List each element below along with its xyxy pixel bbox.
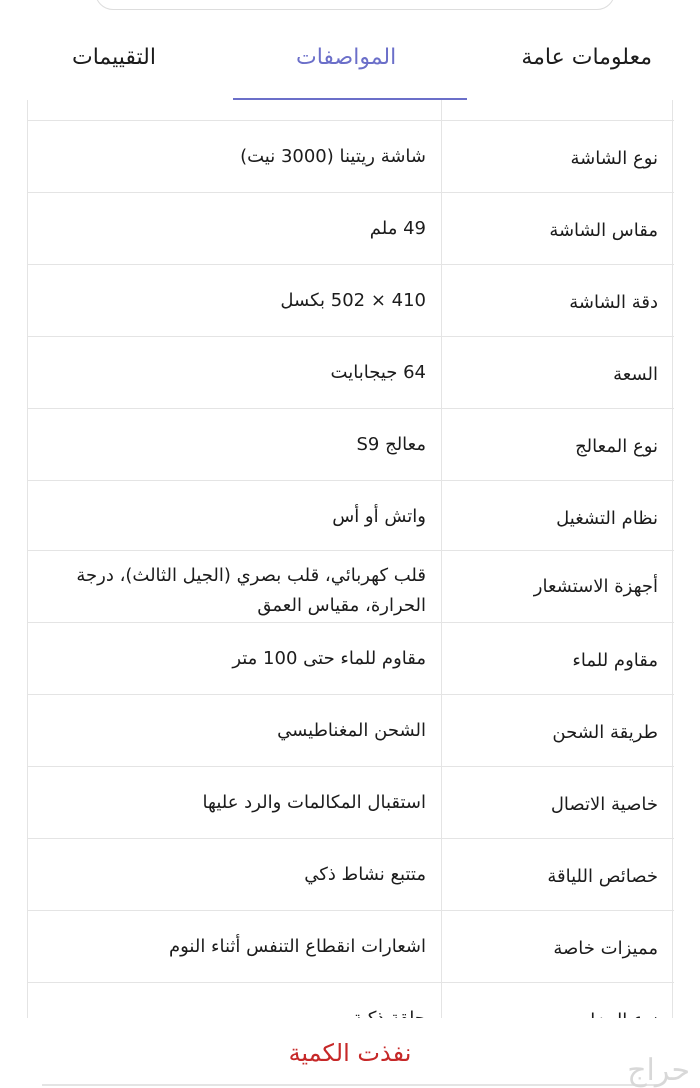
spec-label: مقاس الشاشة	[549, 220, 658, 241]
specifications-table	[27, 100, 673, 1020]
spec-label: خاصية الاتصال	[550, 794, 658, 815]
spec-value: 410 × 502 بكسل	[280, 290, 426, 311]
spec-label: نوع الشاشة	[570, 148, 658, 169]
spec-label: مميزات خاصة	[553, 938, 658, 959]
spec-label: طريقة الشحن	[552, 722, 658, 743]
spec-label: دقة الشاشة	[569, 292, 658, 313]
spec-value: قلب كهربائي، قلب بصري (الجيل الثالث)، درجة الحرارة، مقياس العمق	[76, 565, 426, 616]
tab-ratings[interactable]: التقييمات	[72, 45, 156, 70]
spec-row	[28, 766, 674, 838]
spec-row	[28, 264, 674, 336]
spec-value: 49 ملم	[369, 218, 426, 239]
spec-label: خصائص اللياقة	[547, 866, 658, 887]
spec-label: أجهزة الاستشعار	[533, 576, 658, 597]
spec-row	[28, 480, 674, 552]
bottom-action-bar	[0, 1018, 700, 1088]
spec-row	[28, 838, 674, 910]
spec-value: شاشة ريتينا (3000 نيت)	[240, 146, 426, 167]
bottom-divider	[42, 1084, 658, 1086]
spec-label: السعة	[613, 364, 658, 385]
spec-row	[28, 336, 674, 408]
spec-row	[28, 408, 674, 480]
spec-value: معالج S9	[356, 434, 426, 455]
spec-row	[28, 694, 674, 766]
spec-label: نوع المعالج	[575, 436, 658, 457]
tab-general-info[interactable]: معلومات عامة	[521, 45, 652, 70]
sold-out-label: نفذت الكمية	[288, 1039, 412, 1067]
watermark-logo: حراج	[627, 1053, 690, 1088]
spec-row	[28, 120, 674, 192]
tab-specifications[interactable]: المواصفات	[296, 45, 397, 70]
spec-label: مقاوم للماء	[572, 650, 658, 671]
spec-value: الشحن المغناطيسي	[277, 720, 426, 741]
spec-row	[28, 550, 674, 622]
spec-value: استقبال المكالمات والرد عليها	[202, 792, 426, 813]
spec-value: اشعارات انقطاع التنفس أثناء النوم	[168, 936, 426, 957]
search-bar[interactable]	[95, 0, 615, 10]
spec-value: 64 جيجابايت	[330, 362, 426, 383]
tab-bar	[0, 28, 700, 100]
spec-row	[28, 192, 674, 264]
spec-value: مقاوم للماء حتى 100 متر	[232, 648, 426, 669]
spec-value: متتبع نشاط ذكي	[304, 864, 426, 885]
spec-row	[28, 622, 674, 694]
spec-row	[28, 910, 674, 982]
spec-label: نظام التشغيل	[556, 508, 658, 529]
spec-value: واتش أو أس	[332, 506, 426, 527]
